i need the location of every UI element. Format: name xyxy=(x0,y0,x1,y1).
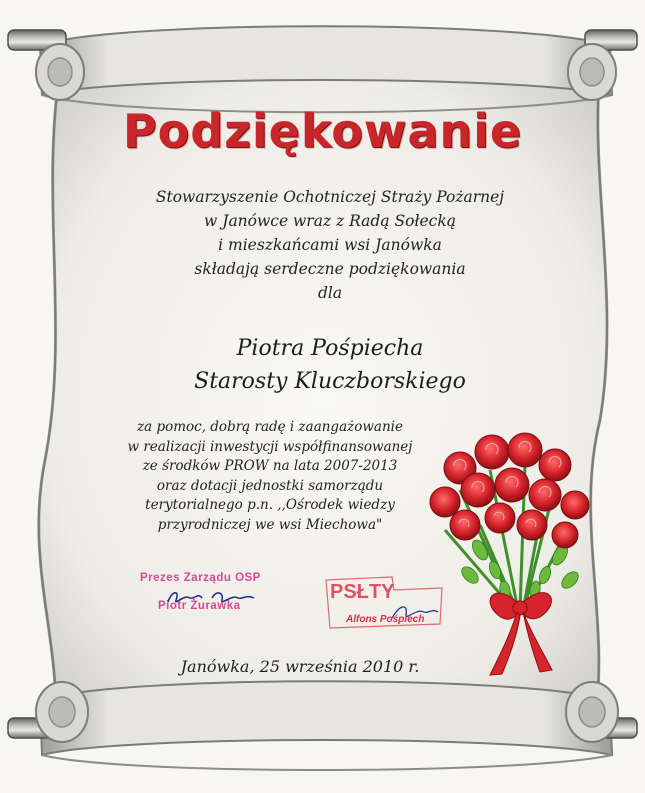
reason-line: terytorialnego p.n. ,,Ośrodek wiedzy xyxy=(145,497,395,513)
stamp-name: Piotr Żurawka xyxy=(158,600,241,612)
stamp-name: Alfons Pośpiech xyxy=(346,614,425,625)
rose-bouquet-icon xyxy=(420,430,590,680)
intro-line: dla xyxy=(317,284,343,302)
reason-line: za pomoc, dobrą radę i zaangażowanie xyxy=(137,419,403,435)
recipient-line: Piotra Pośpiecha xyxy=(236,336,424,361)
svg-text:PSŁTY: PSŁTY xyxy=(330,581,395,603)
stamp-role: Prezes Zarządu OSP xyxy=(140,572,261,584)
intro-line: i mieszkańcami wsi Janówka xyxy=(218,236,442,254)
intro-text xyxy=(120,185,540,305)
recipient-line: Starosty Kluczborskiego xyxy=(194,369,466,394)
signature-scribble-icon xyxy=(150,586,270,610)
certificate-title: Podziękowanie xyxy=(122,104,523,158)
reason-line: przyrodniczej we wsi Miechowa" xyxy=(157,516,383,533)
reason-line: w realizacji inwestycji współfinansowanej xyxy=(127,438,413,455)
reason-line: ze środków PROW na lata 2007-2013 xyxy=(142,458,398,474)
recipient-name xyxy=(120,332,540,398)
intro-line: Stowarzyszenie Ochotniczej Straży Pożarnej xyxy=(155,188,505,206)
intro-line: składają serdeczne podziękowania xyxy=(194,260,466,278)
reason-text xyxy=(60,418,480,535)
certificate-date: Janówka, 25 września 2010 r. xyxy=(180,657,420,676)
reason-line: oraz dotacji jednostki samorządu xyxy=(156,477,384,494)
intro-line: w Janówce wraz z Radą Sołecką xyxy=(204,212,456,230)
